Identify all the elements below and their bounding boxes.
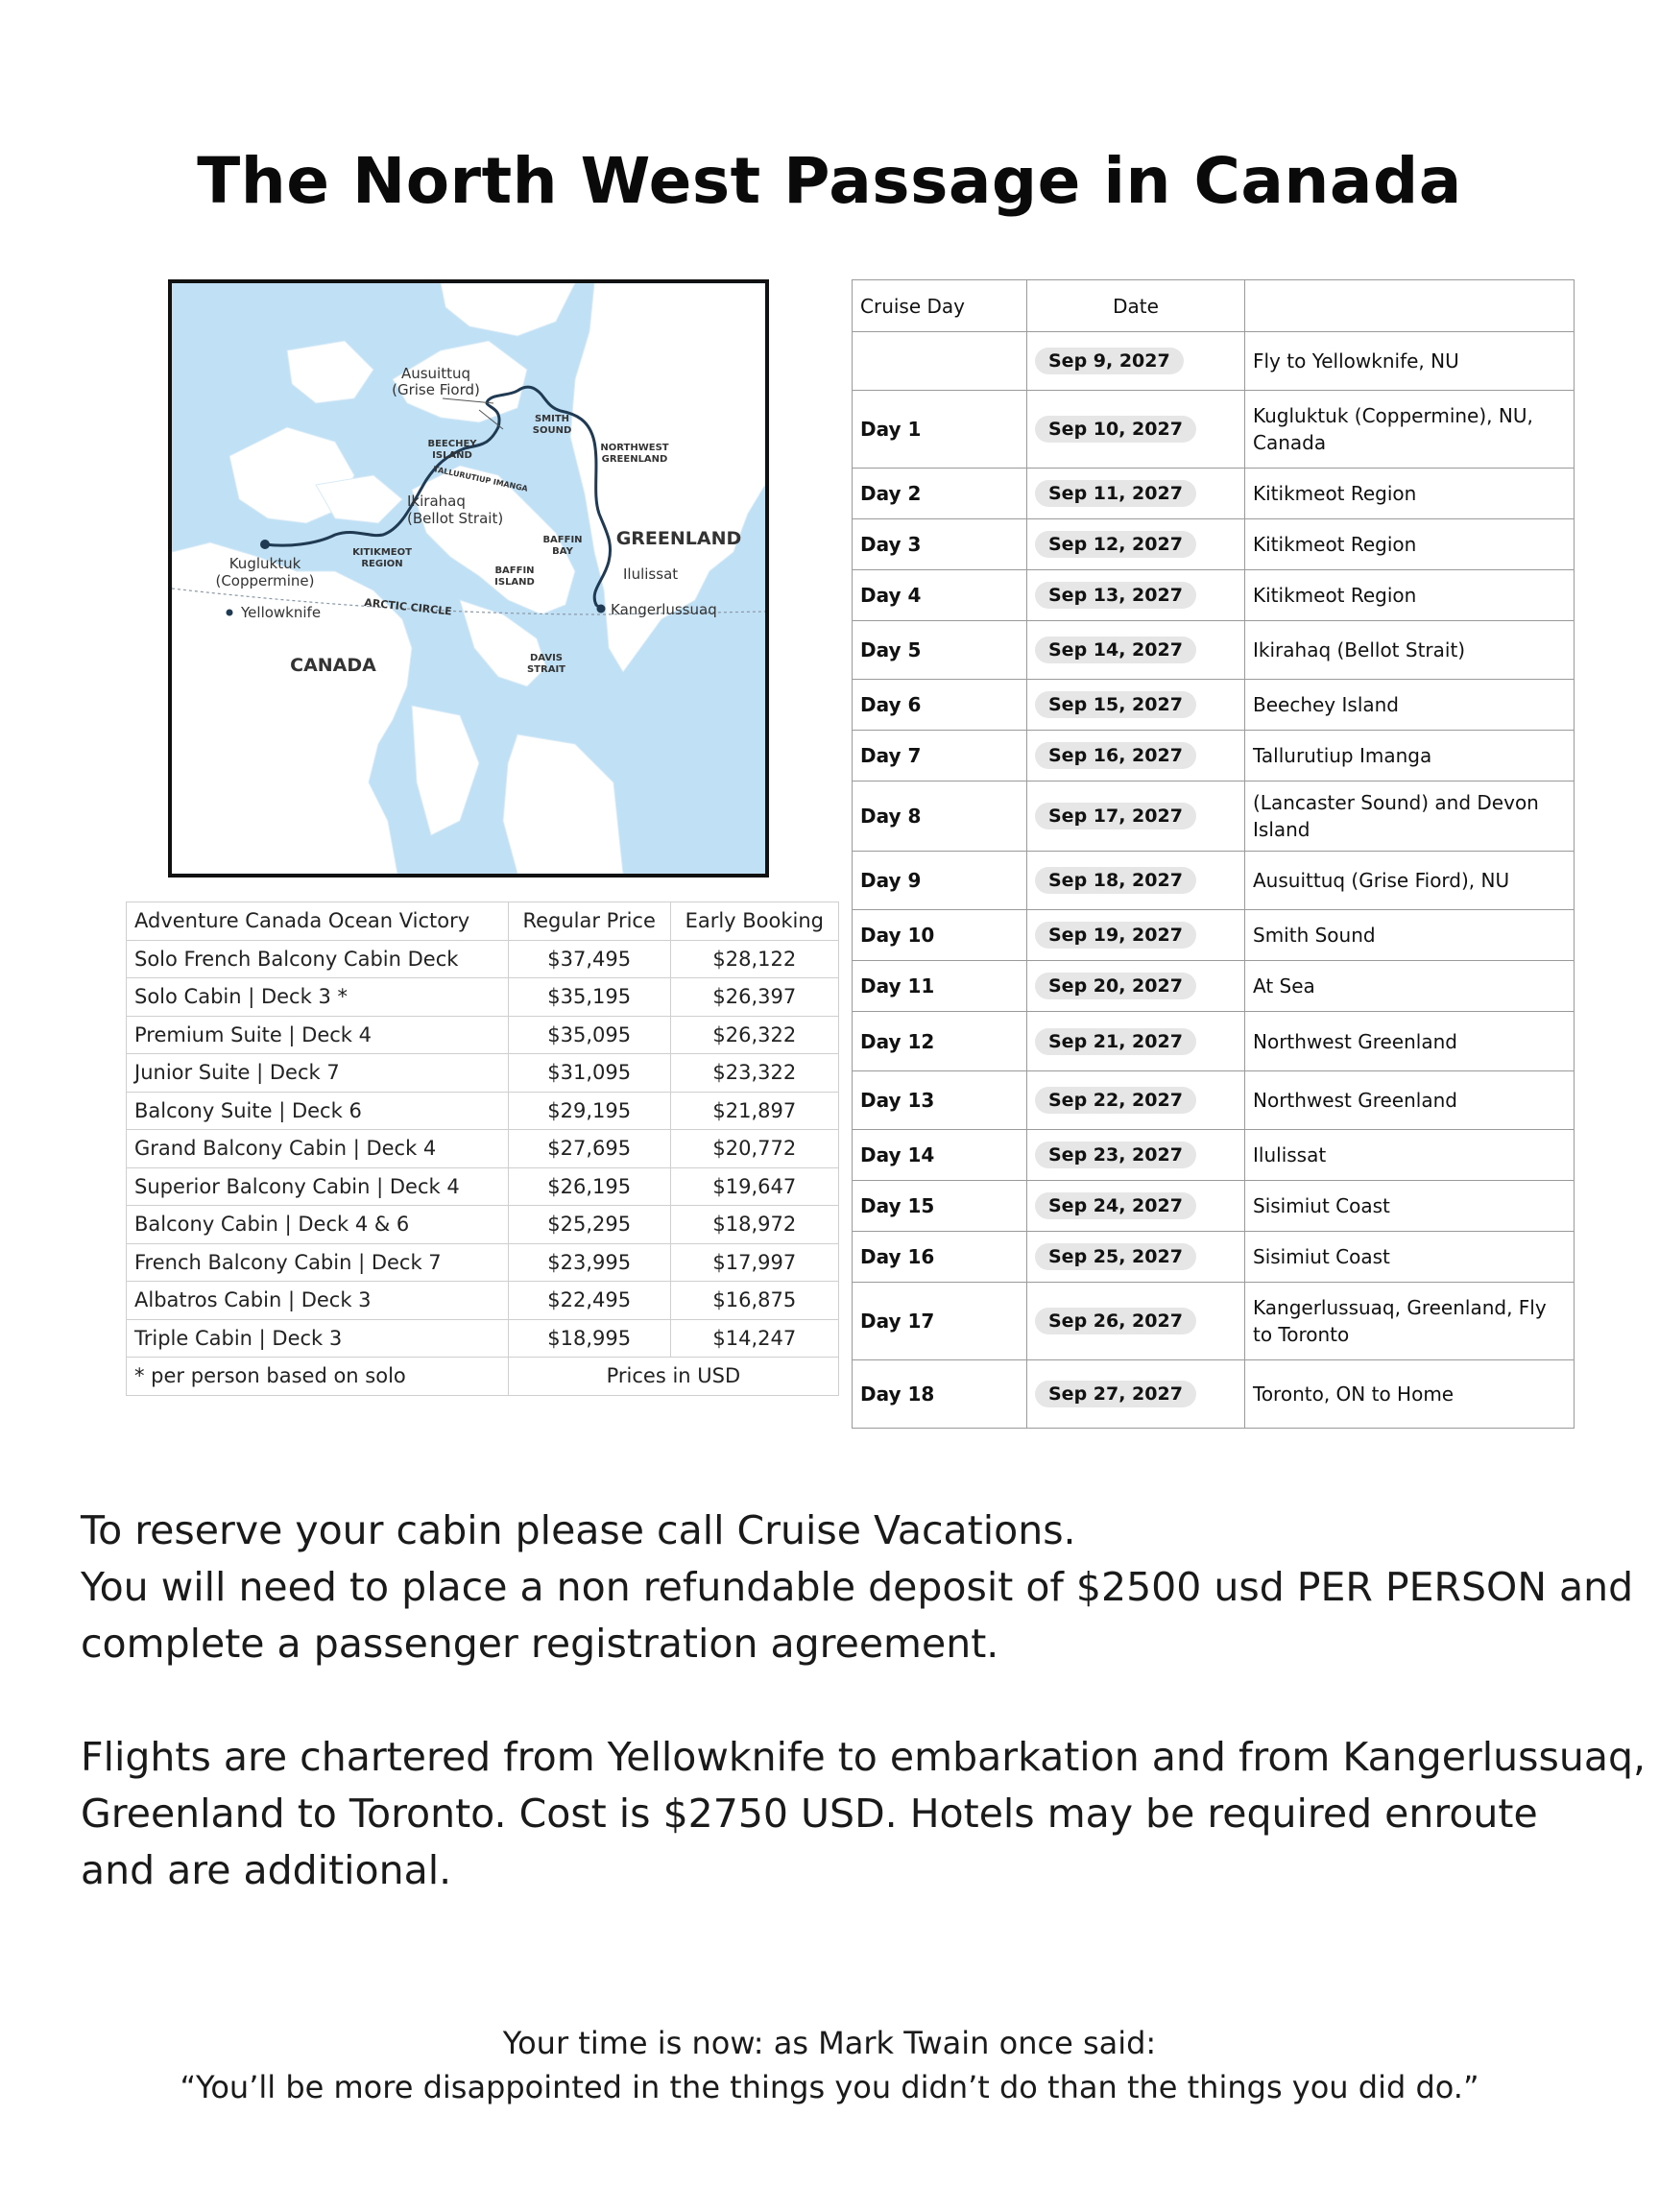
- early-price: $28,122: [670, 940, 838, 978]
- place-cell: Sisimiut Coast: [1245, 1181, 1575, 1232]
- label-beechey-island: ISLAND: [432, 450, 472, 461]
- reserve-line: complete a passenger registration agreement.: [81, 1621, 999, 1667]
- label-canada: CANADA: [290, 655, 376, 676]
- early-price: $26,322: [670, 1016, 838, 1054]
- day-cell: Day 7: [853, 731, 1027, 781]
- early-price: $16,875: [670, 1282, 838, 1320]
- cabin-name: Solo Cabin | Deck 3 *: [127, 978, 509, 1017]
- day-cell: Day 6: [853, 680, 1027, 731]
- day-cell: Day 10: [853, 910, 1027, 961]
- label-ilulissat: Ilulissat: [623, 565, 679, 583]
- regular-price: $22,495: [508, 1282, 670, 1320]
- date-pill: Sep 23, 2027: [1035, 1142, 1196, 1168]
- early-price: $20,772: [670, 1130, 838, 1168]
- date-pill: Sep 24, 2027: [1035, 1192, 1196, 1219]
- cabin-name: Balcony Cabin | Deck 4 & 6: [127, 1206, 509, 1244]
- place-cell: Ikirahaq (Bellot Strait): [1245, 621, 1575, 680]
- label-smith: SMITH: [534, 414, 570, 424]
- place-cell: Fly to Yellowknife, NU: [1245, 332, 1575, 391]
- date-pill: Sep 27, 2027: [1035, 1381, 1196, 1407]
- day-cell: [853, 332, 1027, 391]
- reserve-paragraph: [81, 1503, 1636, 1672]
- regular-price: $27,695: [508, 1130, 670, 1168]
- day-cell: Day 2: [853, 469, 1027, 519]
- label-baffin-bay-2: BAY: [552, 546, 573, 557]
- itinerary-row: [853, 1181, 1575, 1232]
- price-header-regular: Regular Price: [508, 902, 670, 941]
- cabin-name: Grand Balcony Cabin | Deck 4: [127, 1130, 509, 1168]
- cabin-name: Superior Balcony Cabin | Deck 4: [127, 1167, 509, 1206]
- day-cell: Day 9: [853, 852, 1027, 910]
- label-region: REGION: [361, 559, 403, 569]
- price-row: [127, 1319, 839, 1358]
- day-cell: Day 12: [853, 1012, 1027, 1071]
- early-price: $19,647: [670, 1167, 838, 1206]
- label-arctic-circle: ARCTIC CIRCLE: [363, 596, 453, 618]
- regular-price: $26,195: [508, 1167, 670, 1206]
- itinerary-table: [852, 279, 1575, 1429]
- label-nw-greenland: GREENLAND: [601, 454, 668, 465]
- regular-price: $25,295: [508, 1206, 670, 1244]
- early-price: $18,972: [670, 1206, 838, 1244]
- price-row: [127, 1243, 839, 1282]
- quote-block: [0, 2021, 1659, 2109]
- date-pill: Sep 22, 2027: [1035, 1087, 1196, 1114]
- cabin-name: Triple Cabin | Deck 3: [127, 1319, 509, 1358]
- regular-price: $37,495: [508, 940, 670, 978]
- itinerary-row: [853, 391, 1575, 469]
- early-price: $26,397: [670, 978, 838, 1017]
- itinerary-header-day: Cruise Day: [853, 280, 1027, 332]
- place-cell: Northwest Greenland: [1245, 1012, 1575, 1071]
- quote-text: “You’ll be more disappointed in the things you didn’t do than the things you did do.”: [180, 2069, 1479, 2105]
- map-graphic: [172, 283, 765, 874]
- day-cell: Day 18: [853, 1360, 1027, 1429]
- flights-line: Flights are chartered from Yellowknife to embarkation and from Kangerlussuaq,: [81, 1734, 1647, 1780]
- itinerary-row: [853, 1012, 1575, 1071]
- quote-intro: Your time is now: as Mark Twain once said:: [502, 2025, 1157, 2061]
- regular-price: $35,195: [508, 978, 670, 1017]
- place-cell: Kitikmeot Region: [1245, 469, 1575, 519]
- label-yellowknife: Yellowknife: [241, 604, 322, 621]
- price-header-early: Early Booking: [670, 902, 838, 941]
- itinerary-header-date: Date: [1027, 280, 1245, 332]
- day-cell: Day 4: [853, 570, 1027, 621]
- price-footnote: * per person based on solo: [127, 1358, 509, 1396]
- itinerary-row: [853, 621, 1575, 680]
- price-row: [127, 1130, 839, 1168]
- day-cell: Day 16: [853, 1232, 1027, 1283]
- place-cell: Kangerlussuaq, Greenland, Fly to Toronto: [1245, 1283, 1575, 1360]
- currency-note: Prices in USD: [508, 1358, 838, 1396]
- price-row: [127, 940, 839, 978]
- itinerary-header-place: [1245, 280, 1575, 332]
- flights-paragraph: [81, 1729, 1647, 1899]
- price-row: [127, 1167, 839, 1206]
- day-cell: Day 5: [853, 621, 1027, 680]
- place-cell: At Sea: [1245, 961, 1575, 1012]
- date-pill: Sep 14, 2027: [1035, 637, 1196, 663]
- day-cell: Day 8: [853, 781, 1027, 852]
- itinerary-row: [853, 1130, 1575, 1181]
- label-beechey: BEECHEY: [427, 439, 477, 449]
- date-pill: Sep 20, 2027: [1035, 973, 1196, 999]
- place-cell: Sisimiut Coast: [1245, 1232, 1575, 1283]
- day-cell: Day 17: [853, 1283, 1027, 1360]
- label-davis: DAVIS: [529, 653, 564, 663]
- itinerary-row: [853, 961, 1575, 1012]
- place-cell: Smith Sound: [1245, 910, 1575, 961]
- label-tallurutiup: TALLURUTIUP IMANGA: [432, 465, 529, 493]
- regular-price: $18,995: [508, 1319, 670, 1358]
- label-ikirahaq: Ikirahaq: [407, 493, 466, 510]
- itinerary-row: [853, 852, 1575, 910]
- label-grise-fiord: (Grise Fiord): [392, 381, 480, 398]
- early-price: $17,997: [670, 1243, 838, 1282]
- date-pill: Sep 10, 2027: [1035, 416, 1196, 443]
- place-cell: Tallurutiup Imanga: [1245, 731, 1575, 781]
- date-pill: Sep 17, 2027: [1035, 803, 1196, 830]
- day-cell: Day 11: [853, 961, 1027, 1012]
- itinerary-row: [853, 680, 1575, 731]
- date-pill: Sep 21, 2027: [1035, 1028, 1196, 1055]
- cabin-name: Premium Suite | Deck 4: [127, 1016, 509, 1054]
- regular-price: $31,095: [508, 1054, 670, 1093]
- place-cell: Kitikmeot Region: [1245, 519, 1575, 570]
- place-cell: Ilulissat: [1245, 1130, 1575, 1181]
- day-cell: Day 3: [853, 519, 1027, 570]
- flights-line: Greenland to Toronto. Cost is $2750 USD. Hotels may be required enroute: [81, 1791, 1538, 1837]
- itinerary-row: [853, 332, 1575, 391]
- route-map: [168, 279, 769, 878]
- label-kangerlussuaq: Kangerlussuaq: [611, 601, 717, 618]
- regular-price: $35,095: [508, 1016, 670, 1054]
- price-row: [127, 1206, 839, 1244]
- place-cell: Ausuittuq (Grise Fiord), NU: [1245, 852, 1575, 910]
- date-pill: Sep 26, 2027: [1035, 1308, 1196, 1334]
- day-cell: Day 13: [853, 1071, 1027, 1130]
- cabin-name: Albatros Cabin | Deck 3: [127, 1282, 509, 1320]
- label-baffin-island-1: BAFFIN: [494, 565, 535, 576]
- label-kitikmeot: KITIKMEOT: [352, 547, 412, 558]
- day-cell: Day 1: [853, 391, 1027, 469]
- cabin-name: Junior Suite | Deck 7: [127, 1054, 509, 1093]
- date-pill: Sep 13, 2027: [1035, 582, 1196, 609]
- itinerary-row: [853, 781, 1575, 852]
- label-northwest: NORTHWEST: [600, 443, 669, 453]
- label-sound: SOUND: [532, 425, 572, 436]
- regular-price: $29,195: [508, 1092, 670, 1130]
- price-footer-row: [127, 1358, 839, 1396]
- price-row: [127, 1282, 839, 1320]
- itinerary-row: [853, 469, 1575, 519]
- label-kugluktuk: Kugluktuk: [228, 555, 301, 572]
- price-header-ship: Adventure Canada Ocean Victory: [127, 902, 509, 941]
- itinerary-row: [853, 1071, 1575, 1130]
- itinerary-row: [853, 731, 1575, 781]
- reserve-line: To reserve your cabin please call Cruise Vacations.: [81, 1507, 1076, 1553]
- reserve-line: You will need to place a non refundable deposit of $2500 usd PER PERSON and: [81, 1564, 1634, 1610]
- label-strait: STRAIT: [526, 664, 566, 675]
- label-baffin-bay-1: BAFFIN: [542, 535, 583, 545]
- label-baffin-island-2: ISLAND: [494, 577, 535, 588]
- date-pill: Sep 9, 2027: [1035, 348, 1184, 374]
- date-pill: Sep 19, 2027: [1035, 922, 1196, 949]
- itinerary-header-row: [853, 280, 1575, 332]
- label-coppermine: (Coppermine): [215, 572, 315, 589]
- place-cell: Beechey Island: [1245, 680, 1575, 731]
- itinerary-row: [853, 570, 1575, 621]
- page-title: The North West Passage in Canada: [197, 144, 1462, 218]
- place-cell: Toronto, ON to Home: [1245, 1360, 1575, 1429]
- flights-line: and are additional.: [81, 1847, 452, 1893]
- itinerary-row: [853, 1360, 1575, 1429]
- early-price: $14,247: [670, 1319, 838, 1358]
- place-cell: Northwest Greenland: [1245, 1071, 1575, 1130]
- date-pill: Sep 18, 2027: [1035, 867, 1196, 894]
- label-ausuittuq: Ausuittuq: [400, 365, 471, 382]
- date-pill: Sep 25, 2027: [1035, 1243, 1196, 1270]
- label-bellot-strait: (Bellot Strait): [407, 510, 504, 527]
- itinerary-row: [853, 1232, 1575, 1283]
- cabin-name: Solo French Balcony Cabin Deck: [127, 940, 509, 978]
- price-row: [127, 1054, 839, 1093]
- early-price: $21,897: [670, 1092, 838, 1130]
- day-cell: Day 15: [853, 1181, 1027, 1232]
- regular-price: $23,995: [508, 1243, 670, 1282]
- place-cell: Kitikmeot Region: [1245, 570, 1575, 621]
- place-cell: Kugluktuk (Coppermine), NU, Canada: [1245, 391, 1575, 469]
- price-row: [127, 978, 839, 1017]
- date-pill: Sep 15, 2027: [1035, 691, 1196, 718]
- price-table: [126, 902, 839, 1396]
- itinerary-row: [853, 910, 1575, 961]
- place-cell: (Lancaster Sound) and Devon Island: [1245, 781, 1575, 852]
- itinerary-row: [853, 1283, 1575, 1360]
- date-pill: Sep 16, 2027: [1035, 742, 1196, 769]
- price-row: [127, 1092, 839, 1130]
- date-pill: Sep 12, 2027: [1035, 531, 1196, 558]
- itinerary-row: [853, 519, 1575, 570]
- cabin-name: Balcony Suite | Deck 6: [127, 1092, 509, 1130]
- date-pill: Sep 11, 2027: [1035, 480, 1196, 507]
- cabin-name: French Balcony Cabin | Deck 7: [127, 1243, 509, 1282]
- price-row: [127, 1016, 839, 1054]
- price-header-row: [127, 902, 839, 941]
- day-cell: Day 14: [853, 1130, 1027, 1181]
- label-greenland: GREENLAND: [615, 528, 742, 549]
- early-price: $23,322: [670, 1054, 838, 1093]
